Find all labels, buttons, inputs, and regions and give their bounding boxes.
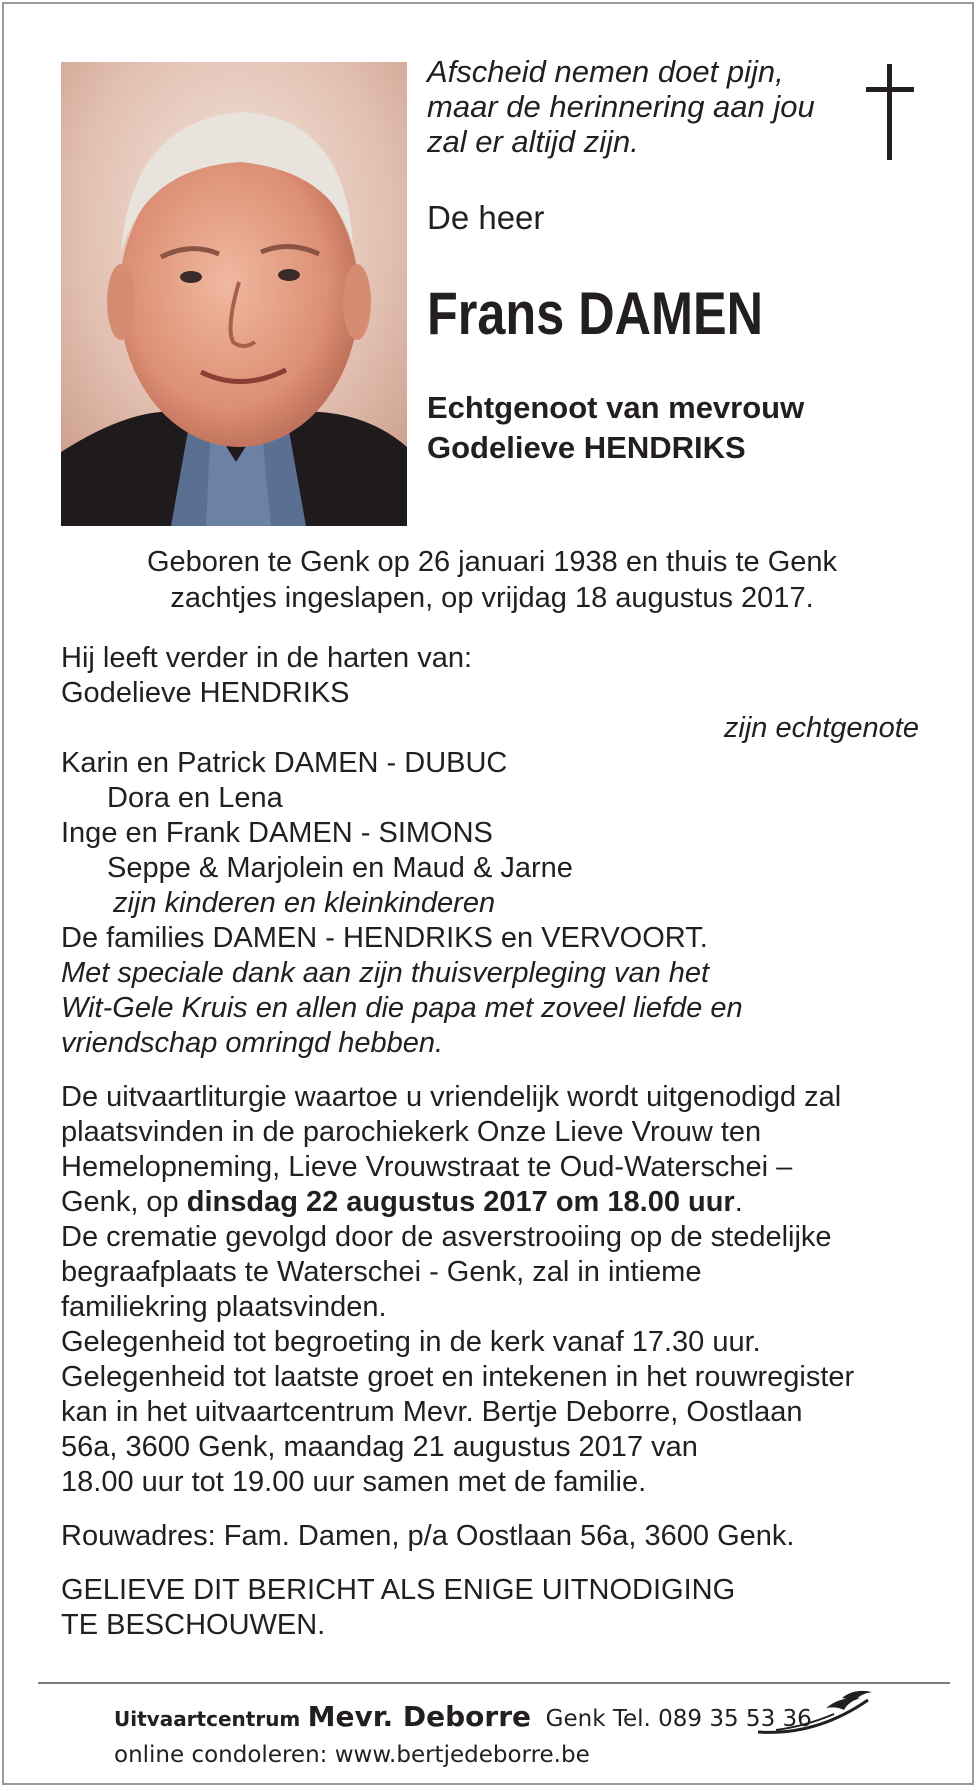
ceremony-line: De crematie gevolgd door de asverstrooiing op de stedelijke: [61, 1221, 832, 1253]
spouse-line: [427, 388, 804, 468]
ceremony-line: Hemelopneming, Lieve Vrouwstraat te Oud-Waterschei –: [61, 1151, 793, 1183]
children-role: zijn kinderen en kleinkinderen: [113, 887, 496, 919]
deceased-name: Frans DAMEN: [427, 280, 764, 347]
wife-role: zijn echtgenote: [723, 712, 919, 744]
family-intro: Hij leeft verder in de harten van:: [61, 642, 473, 674]
cross-icon: [866, 64, 914, 160]
ceremony-line: Gelegenheid tot laatste groet en intekenen in het rouwregister: [61, 1361, 855, 1393]
salutation: De heer: [427, 199, 545, 236]
ceremony-line: 18.00 uur tot 19.00 uur samen met de familie.: [61, 1466, 647, 1498]
child-couple: Inge en Frank DAMEN - SIMONS: [61, 817, 493, 849]
spouse-relation: Echtgenoot van mevrouw: [427, 390, 805, 425]
ceremony-section: [61, 1080, 923, 1500]
thanks-line: vriendschap omringd hebben.: [61, 1027, 444, 1059]
obituary-card: [2, 2, 974, 1785]
wife-name: Godelieve HENDRIKS: [61, 677, 350, 709]
extended-families: De families DAMEN - HENDRIKS en VERVOORT.: [61, 922, 708, 954]
birth-death-statement: [61, 544, 923, 616]
mourning-address: Rouwadres: Fam. Damen, p/a Oostlaan 56a, 3600 Genk.: [61, 1520, 795, 1552]
ceremony-date-prefix: Genk, op: [61, 1186, 187, 1218]
obituary-body: [61, 641, 923, 1643]
ceremony-line: begraafplaats te Waterschei - Genk, zal in intieme: [61, 1256, 702, 1288]
memorial-quote: [427, 54, 847, 159]
footer-divider: [38, 1682, 950, 1684]
ceremony-date-line: [61, 1185, 923, 1220]
invitation-notice: [61, 1573, 923, 1643]
thanks-line: Met speciale dank aan zijn thuisverpleging van het: [61, 957, 710, 989]
quote-line: zal er altijd zijn.: [427, 124, 639, 159]
notice-line: GELIEVE DIT BERICHT ALS ENIGE UITNODIGING: [61, 1574, 736, 1606]
thanks-line: Wit-Gele Kruis en allen die papa met zoveel liefde en: [61, 992, 743, 1024]
family-section: [61, 641, 923, 1061]
portrait-photo: [61, 62, 407, 526]
grandchildren: Dora en Lena: [107, 782, 283, 814]
quote-line: maar de herinnering aan jou: [427, 89, 815, 124]
birth-line: Geboren te Genk op 26 januari 1938 en thuis te Genk: [146, 546, 838, 578]
ceremony-line: Gelegenheid tot begroeting in de kerk vanaf 17.30 uur.: [61, 1326, 761, 1358]
ceremony-date-suffix: .: [734, 1186, 743, 1218]
funeral-home-name: Mevr. Deborre: [307, 1700, 532, 1733]
spouse-name: Godelieve HENDRIKS: [427, 430, 746, 465]
grandchildren: Seppe & Marjolein en Maud & Jarne: [107, 852, 573, 884]
child-couple: Karin en Patrick DAMEN - DUBUC: [61, 747, 508, 779]
ceremony-line: 56a, 3600 Genk, maandag 21 augustus 2017 van: [61, 1431, 698, 1463]
notice-line: TE BESCHOUWEN.: [61, 1609, 326, 1641]
ceremony-line: familiekring plaatsvinden.: [61, 1291, 387, 1323]
quote-line: Afscheid nemen doet pijn,: [427, 54, 784, 89]
funeral-home-footer: [114, 1699, 812, 1773]
funeral-home-line: [114, 1699, 812, 1737]
funeral-home-phone: Genk Tel. 089 35 53 36: [545, 1706, 812, 1732]
bird-logo-icon: [756, 1688, 876, 1740]
ceremony-date: dinsdag 22 augustus 2017 om 18.00 uur: [186, 1186, 735, 1218]
funeral-home-label: Uitvaartcentrum: [114, 1707, 301, 1731]
online-condolences-link[interactable]: online condoleren: www.bertjedeborre.be: [114, 1742, 590, 1768]
ceremony-line: De uitvaartliturgie waartoe u vriendelijk wordt uitgenodigd zal: [61, 1081, 842, 1113]
ceremony-line: plaatsvinden in de parochiekerk Onze Lieve Vrouw ten: [61, 1116, 762, 1148]
death-line: zachtjes ingeslapen, op vrijdag 18 augustus 2017.: [170, 582, 814, 614]
ceremony-line: kan in het uitvaartcentrum Mevr. Bertje Deborre, Oostlaan: [61, 1396, 803, 1428]
